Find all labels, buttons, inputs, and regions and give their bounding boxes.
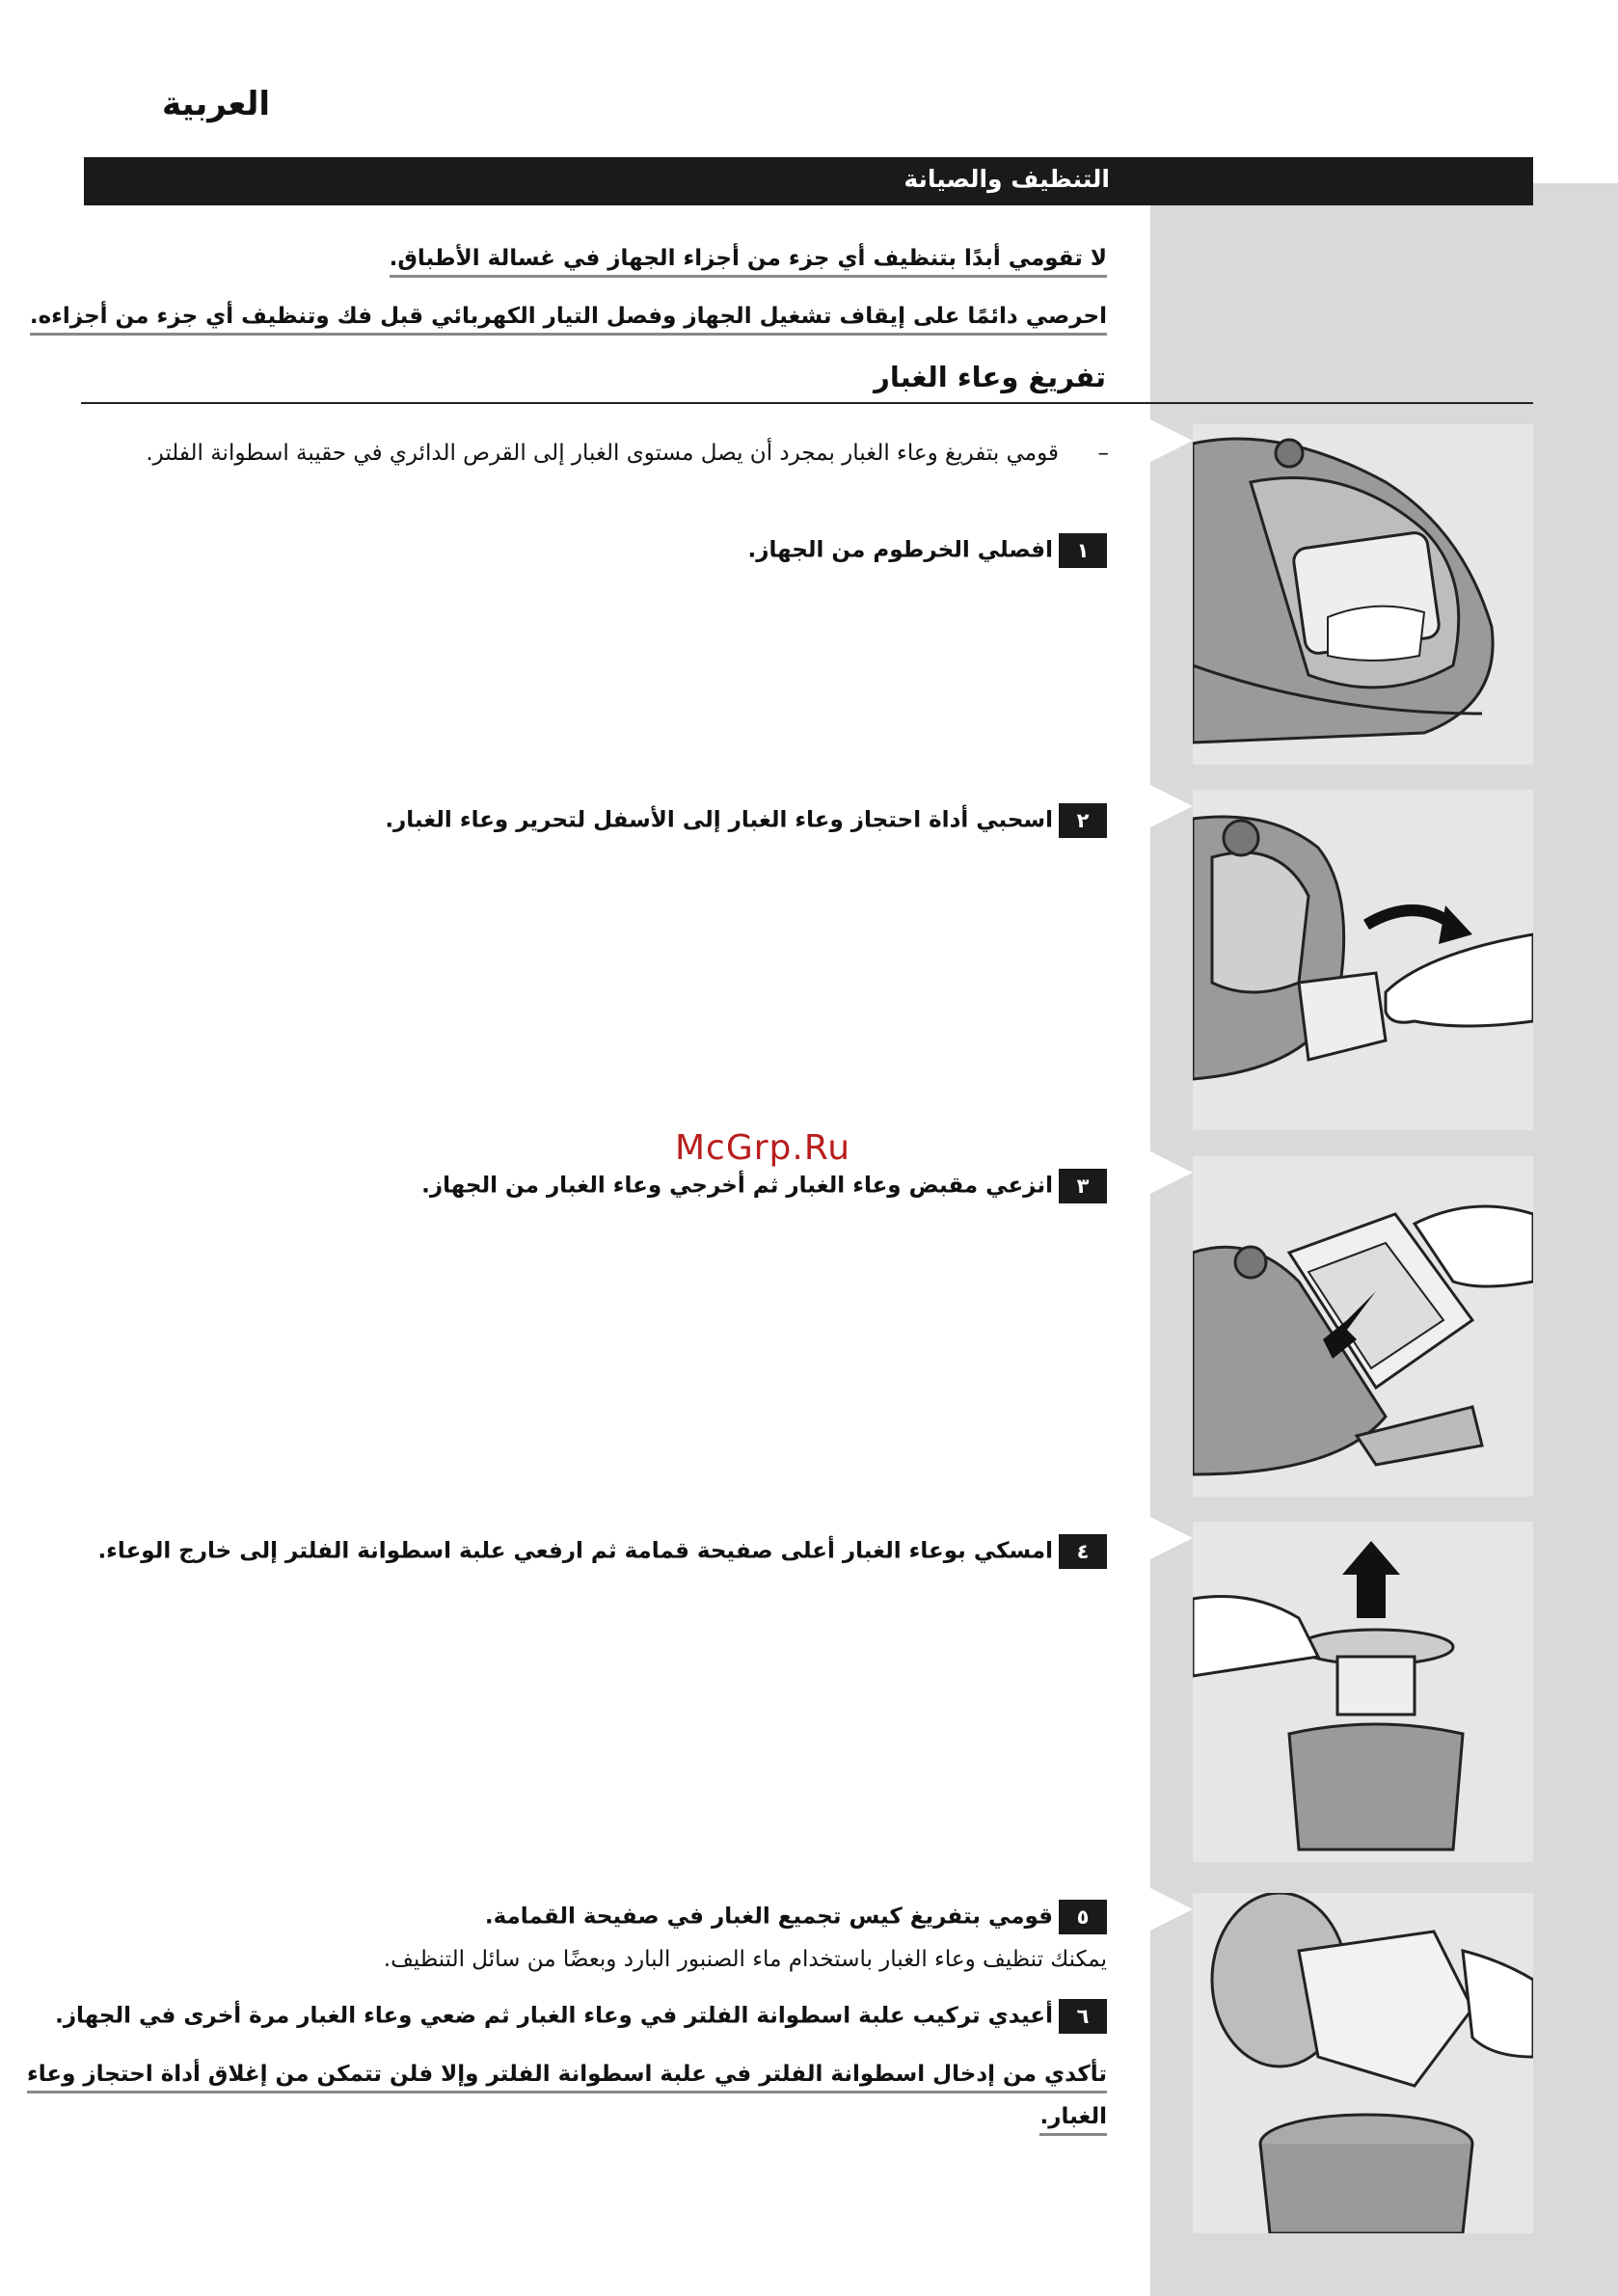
illustration-pointer (1150, 419, 1193, 462)
step-text: قومي بتفريغ كيس تجميع الغبار في صفيحة القمامة. (484, 1904, 1053, 1930)
step-text: امسكي بوعاء الغبار أعلى صفيحة قمامة ثم ارفعي علبة اسطوانة الفلتر إلى خارج الوعاء. (97, 1538, 1053, 1564)
warning-unplug: احرصي دائمًا على إيقاف تشغيل الجهاز وفصل التيار الكهربائي قبل فك وتنظيف أي جزء من أجزاءه. (30, 304, 1107, 336)
section-header-bar (84, 157, 1533, 205)
language-title: العربية (161, 85, 270, 123)
intro-dash: – (1097, 441, 1109, 466)
watermark: McGrp.Ru (675, 1128, 851, 1168)
step-5-note: يمكنك تنظيف وعاء الغبار باستخدام ماء الصنبور البارد وبعضًا من سائل التنظيف. (383, 1947, 1107, 1972)
illustration-pointer (1150, 1888, 1193, 1931)
step-number: ٢ (1059, 803, 1107, 838)
step-number: ٣ (1059, 1169, 1107, 1203)
step-text: اسحبي أداة احتجاز وعاء الغبار إلى الأسفل لتحرير وعاء الغبار. (385, 807, 1053, 833)
step-number: ٦ (1059, 1999, 1107, 2034)
step-text: انزعي مقبض وعاء الغبار ثم أخرجي وعاء الغبار من الجهاز. (421, 1173, 1053, 1199)
final-warning-line-2: الغبار. (1039, 2104, 1107, 2136)
step-1 (748, 533, 1107, 568)
step-number: ٤ (1059, 1534, 1107, 1569)
step-number: ١ (1059, 533, 1107, 568)
illustration-vacuum-open (1193, 424, 1533, 765)
step-2 (385, 803, 1107, 838)
illustration-empty-bin (1193, 1893, 1533, 2233)
warning-dishwasher: لا تقومي أبدًا بتنظيف أي جزء من أجزاء الجهاز في غسالة الأطباق. (390, 246, 1107, 278)
intro-text: قومي بتفريغ وعاء الغبار بمجرد أن يصل مستوى الغبار إلى القرص الدائري في حقيبة اسطوانة الفلتر. (146, 441, 1059, 466)
step-text: افصلي الخرطوم من الجهاز. (747, 537, 1053, 563)
illustration-pointer (1150, 1151, 1193, 1194)
final-warning-line-1: تأكدي من إدخال اسطوانة الفلتر في علبة اسطوانة الفلتر وإلا فلن تتمكن من إغلاق أداة احتجاز وعاء (27, 2062, 1107, 2093)
step-6 (55, 1999, 1107, 2034)
step-4 (97, 1534, 1107, 1569)
subsection-divider (81, 402, 1533, 404)
illustration-remove-container (1193, 1156, 1533, 1497)
illustration-lift-filter (1193, 1522, 1533, 1862)
illustration-pointer (1150, 785, 1193, 827)
step-number: ٥ (1059, 1900, 1107, 1934)
step-3 (421, 1169, 1107, 1203)
subsection-title: تفريغ وعاء الغبار (874, 361, 1106, 393)
section-title: التنظيف والصيانة (903, 165, 1110, 193)
step-5 (485, 1900, 1107, 1934)
illustration-release-lever (1193, 790, 1533, 1130)
step-text: أعيدي تركيب علبة اسطوانة الفلتر في وعاء الغبار ثم ضعي وعاء الغبار مرة أخرى في الجهاز. (55, 2003, 1053, 2029)
illustration-pointer (1150, 1517, 1193, 1559)
